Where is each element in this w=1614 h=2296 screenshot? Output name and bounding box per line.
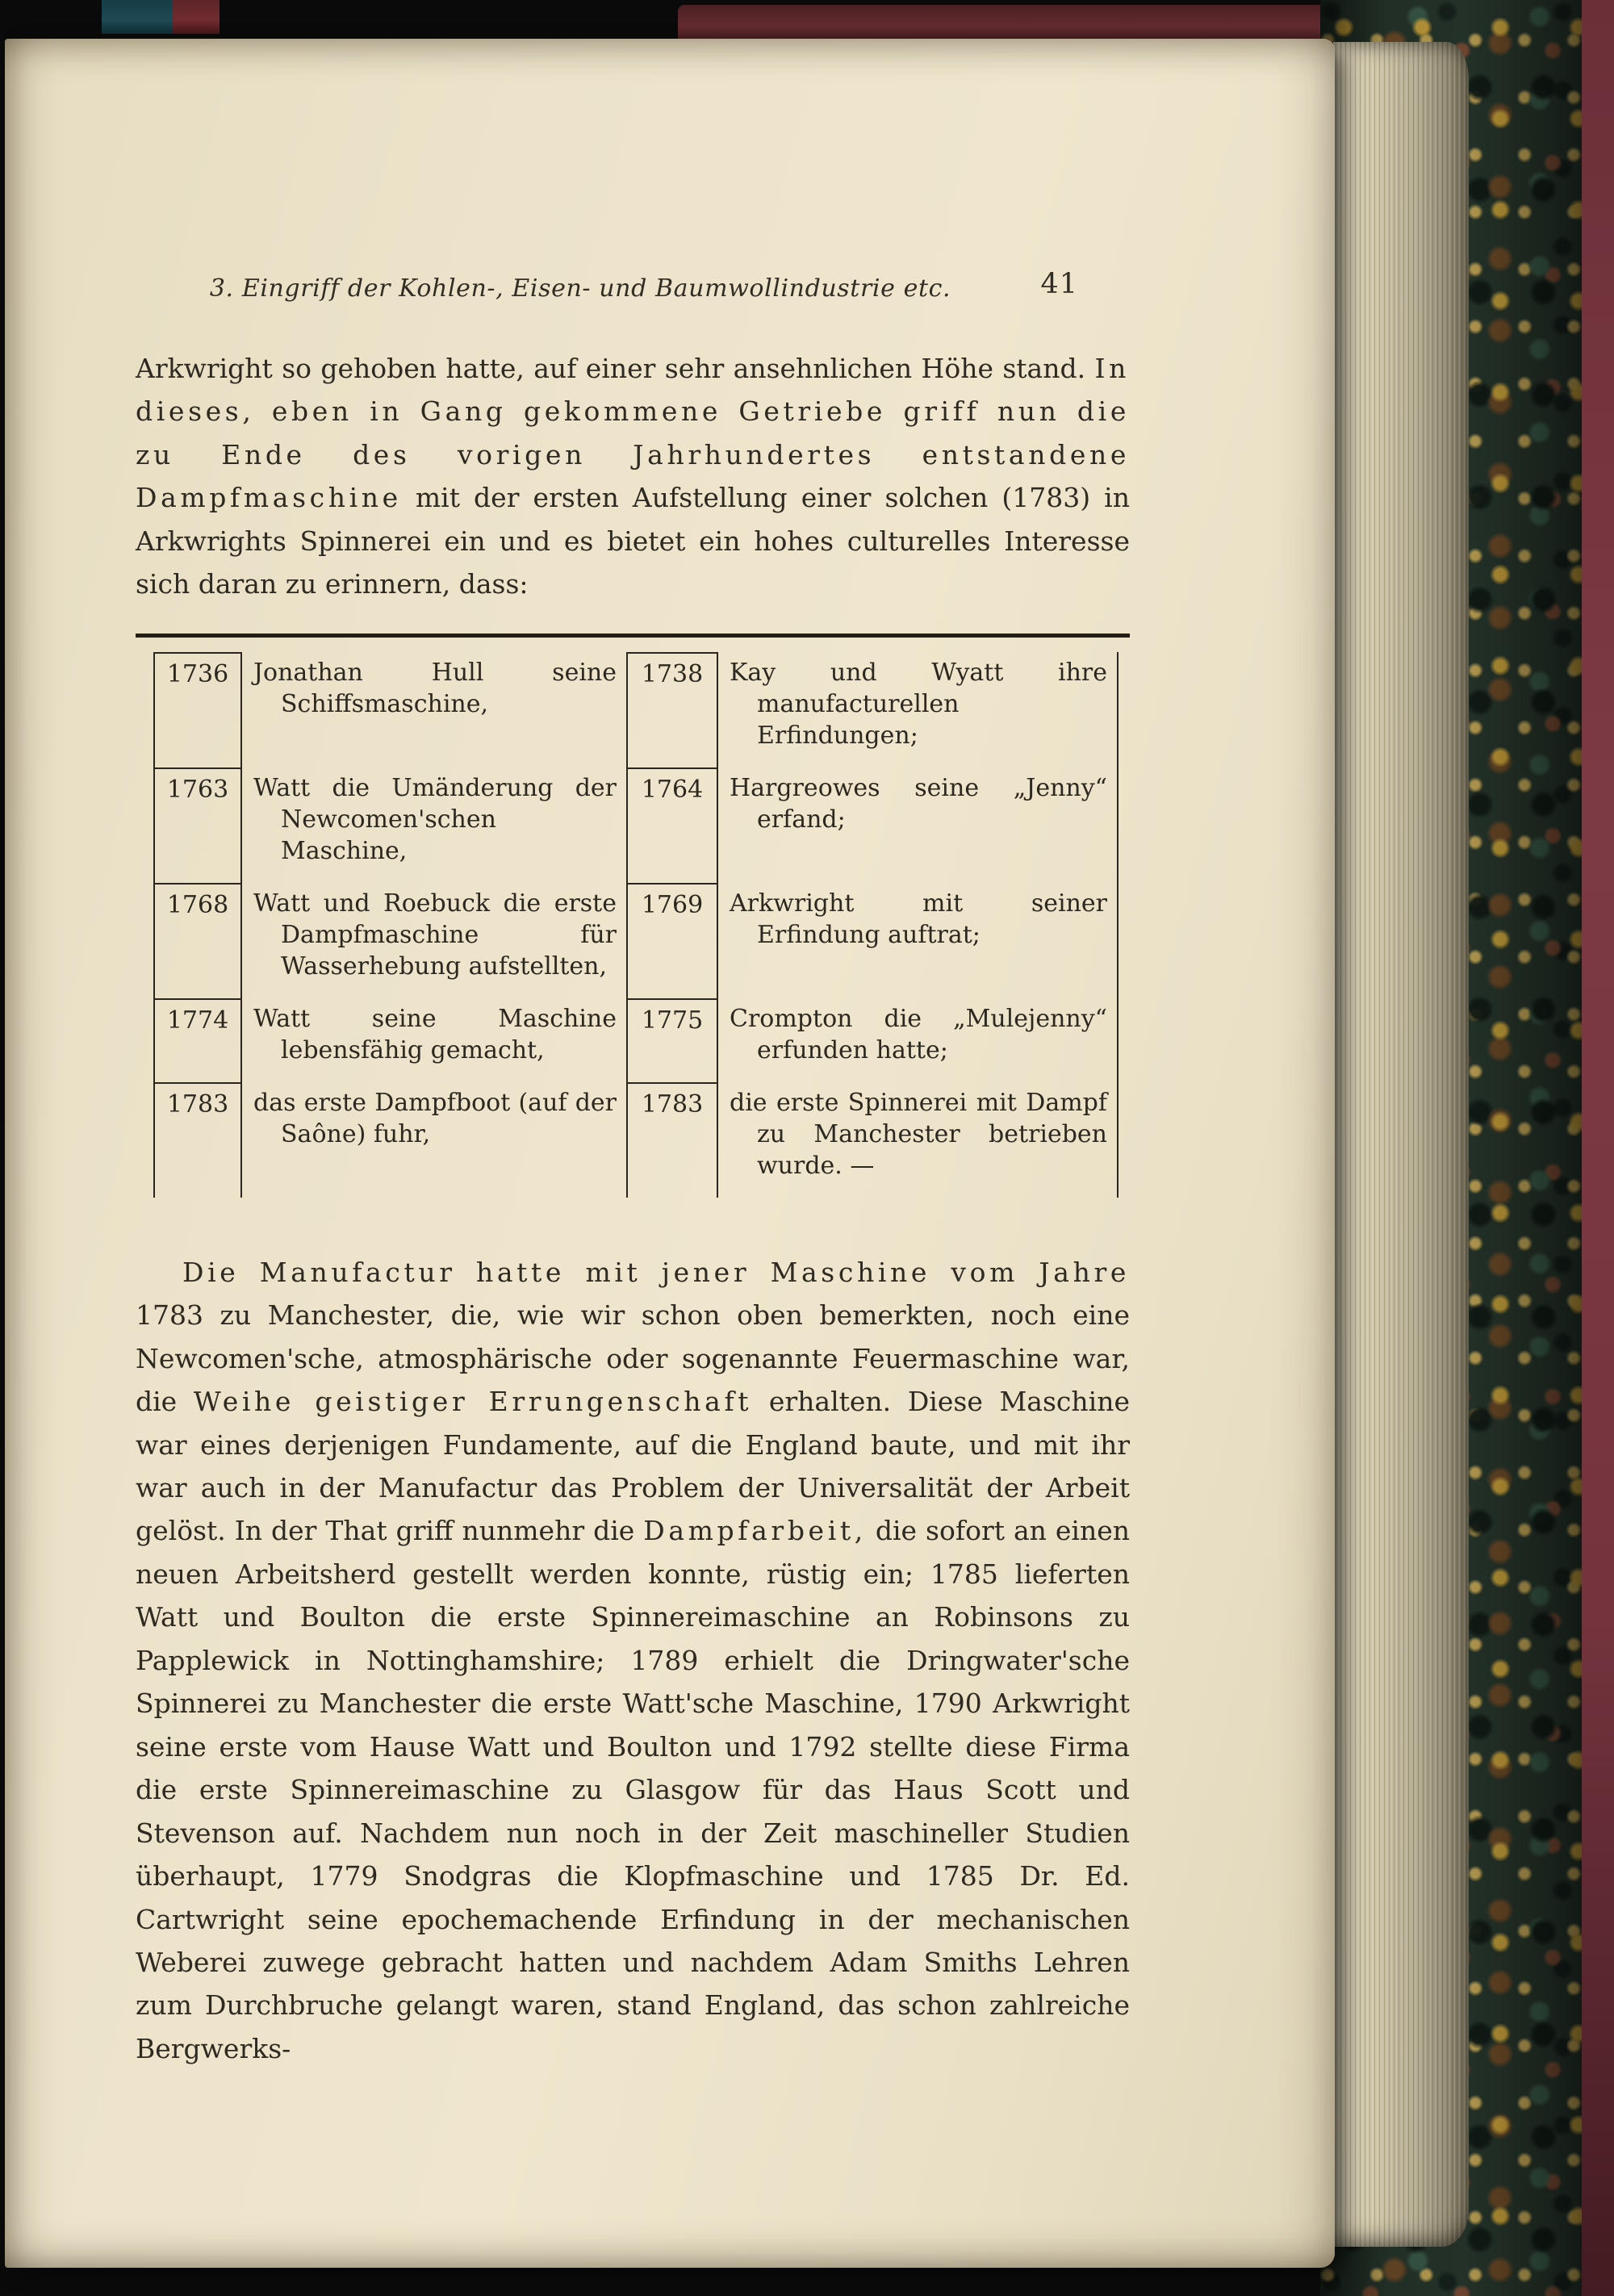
header-title: 3. Eingriff der Kohlen-, Eisen- und Baumwollindustrie etc. (209, 274, 951, 303)
table-year-left: 1783 (153, 1082, 242, 1198)
table-year-left: 1768 (153, 883, 242, 998)
table-event-right: Hargreowes seine „Jenny“ erfand; (718, 767, 1119, 883)
headband-teal-segment (102, 0, 173, 34)
text-segment: In dieses, eben in Gang gekommene Getriebe griff nun die zu Ende des vorigen Jahrhundertes entstandene Dampfmaschine (136, 353, 1130, 514)
table-top-rule (136, 634, 1130, 638)
text-segment: Die Manufactur hatte mit jener Maschine vom Jahre (182, 1256, 1130, 1288)
table-year-left: 1736 (153, 652, 242, 767)
table-year-right: 1775 (628, 998, 718, 1082)
text-segment: Dampfarbeit, (643, 1515, 867, 1547)
book-page (5, 39, 1335, 2268)
table-event-left: das erste Dampfboot (auf der Saône) fuhr, (242, 1082, 628, 1198)
text-segment: mit der ersten Aufstellung einer solchen (1783) in Arkwrights Spinnerei ein und es bietet ein hohes culturelles Interesse sich daran zu erinnern, dass: (136, 482, 1130, 600)
book-spine-red-edge (1582, 0, 1614, 2296)
table-event-left: Watt seine Maschine lebensfähig gemacht, (242, 998, 628, 1082)
table-year-left: 1774 (153, 998, 242, 1082)
table-event-right: die erste Spinnerei mit Dampf zu Manchester betrieben wurde. — (718, 1082, 1119, 1198)
table-year-right: 1783 (628, 1082, 718, 1198)
table-event-left: Watt und Roebuck die erste Dampfmaschine für Wasserhebung aufstellten, (242, 883, 628, 998)
table-year-right: 1769 (628, 883, 718, 998)
text-segment: Weihe geistiger Errungenschaft (193, 1386, 753, 1418)
text-segment: die sofort an einen neuen Arbeitsherd gestellt werden konnte, rüstig ein; 1785 lieferten Watt und Boulton die erste Spinnereimaschine an Robinsons zu Papplewick in Nottinghamshire; 1789 erhielt die Dringwater'sche Spinnerei zu Manchester die erste Watt'sche Maschine, 1790 Arkwright seine erste vom Hause Watt und Boulton und 1792 stellte diese Firma die erste Spinnereimaschine zu Glasgow für das Haus Scott und Stevenson auf. Nachdem nun noch in der Zeit maschineller Studien überhaupt, 1779 Snodgras die Klopfmaschine und 1785 Dr. Ed. Cartwright seine epochemachende Erfindung in der mechanischen Weberei zuwege gebracht hatten und nachdem Adam Smiths Lehren zum Durchbruche gelangt waren, stand England, das schon zahlreiche Bergwerks- (136, 1515, 1130, 2064)
page-number: 41 (1040, 268, 1078, 300)
table-event-right: Crompton die „Mulejenny“ erfunden hatte; (718, 998, 1119, 1082)
text-segment: Arkwright so gehoben hatte, auf einer sehr ansehnlichen Höhe stand. (136, 353, 1095, 384)
table-year-left: 1763 (153, 767, 242, 883)
table-event-left: Watt die Umänderung der Newcomen'schen Maschine, (242, 767, 628, 883)
chronology-table (153, 652, 1119, 1198)
running-header (136, 268, 1130, 310)
table-year-right: 1764 (628, 767, 718, 883)
paragraph-1 (136, 347, 1130, 606)
table-year-right: 1738 (628, 652, 718, 767)
table-event-right: Kay und Wyatt ihre manufacturellen Erfindungen; (718, 652, 1119, 767)
table-event-right: Arkwright mit seiner Erfindung auftrat; (718, 883, 1119, 998)
text-segment: erhalten. Diese Maschine war eines derjenigen Fundamente, auf die England baute, und mit ihr war auch in der Manufactur das Problem der Universalität der Arbeit gelöst. In der That griff nunmehr die (136, 1386, 1130, 1547)
page-content (136, 268, 1130, 2070)
headband-red-segment (173, 0, 220, 34)
text-segment: 1783 zu Manchester, die, wie wir schon oben bemerkten, noch eine Newcomen'sche, atmosphärische oder sogenannte Feuermaschine war, die (136, 1299, 1130, 1418)
fore-edge-page-stack (1333, 42, 1469, 2247)
table-event-left: Jonathan Hull seine Schiffsmaschine, (242, 652, 628, 767)
paragraph-2 (136, 1251, 1130, 2071)
